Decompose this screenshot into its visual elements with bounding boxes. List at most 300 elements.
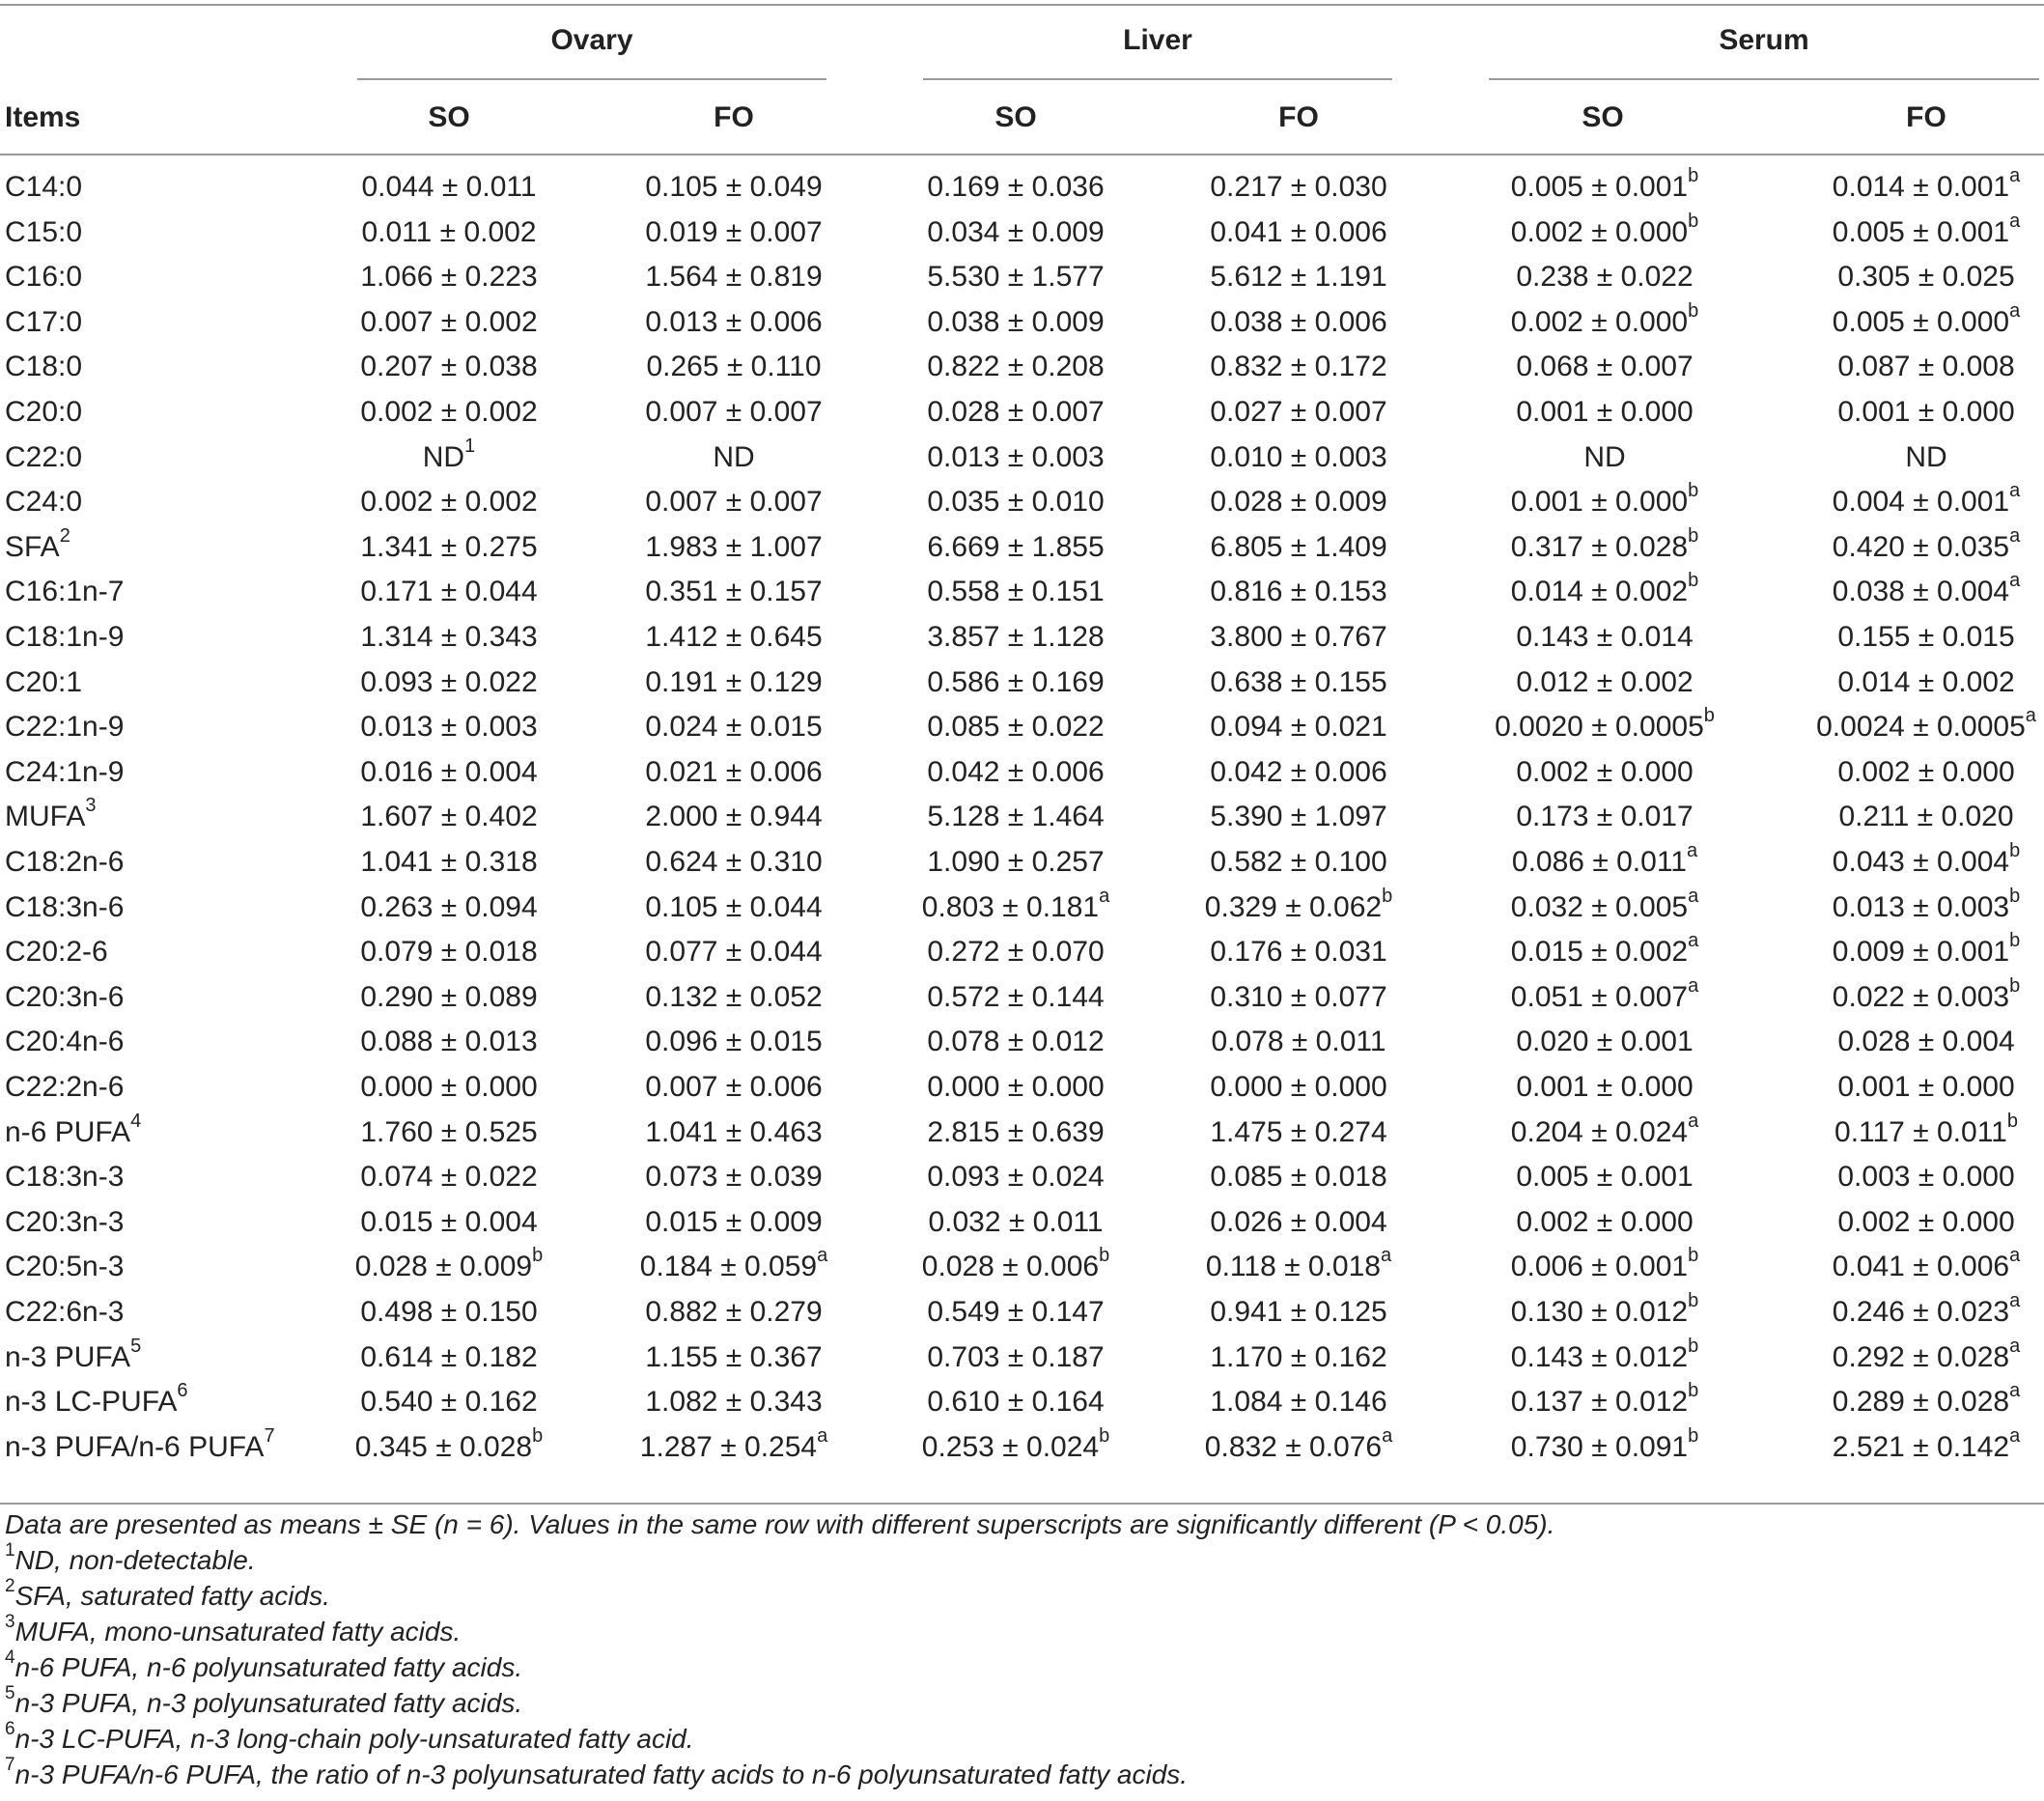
cell-value: 0.305 ± 0.025 — [1837, 261, 2015, 294]
table-cell — [1125, 300, 1472, 345]
cell-value: 5.128 ± 1.464 — [927, 801, 1105, 833]
footnote — [5, 1646, 2032, 1685]
table-row — [0, 661, 2044, 705]
table-row — [0, 480, 2044, 524]
significance-superscript: b — [1688, 299, 1699, 322]
row-item-text: C18:0 — [5, 351, 83, 383]
table-row — [0, 1155, 2044, 1199]
cell-value: 0.246 ± 0.023 — [1832, 1296, 2010, 1328]
significance-superscript: a — [2009, 1290, 2021, 1311]
cell-value: 0.204 ± 0.024 — [1510, 1115, 1689, 1148]
cell-value: 0.013 ± 0.003 — [360, 711, 538, 744]
cell-value: 0.638 ± 0.155 — [1210, 665, 1387, 698]
row-item-text: C20:4n-6 — [5, 1026, 125, 1058]
cell-value: 0.005 ± 0.001 — [1516, 1161, 1694, 1194]
significance-superscript: 1 — [464, 435, 476, 457]
cell-value: 6.805 ± 1.409 — [1210, 530, 1387, 563]
group-header-serum: Serum — [1719, 24, 1809, 56]
table-cell — [1125, 390, 1472, 435]
cell-value: 0.038 ± 0.004 — [1832, 576, 2010, 608]
cell-value: 0.034 ± 0.009 — [927, 215, 1105, 248]
cell-value: 0.572 ± 0.144 — [927, 980, 1105, 1013]
row-item-text: C20:5n-3 — [5, 1251, 125, 1283]
table-cell — [1431, 1336, 1778, 1380]
significance-superscript: a — [2025, 705, 2036, 727]
cell-value: 0.001 ± 0.000 — [1510, 486, 1689, 519]
cell-value: 0.176 ± 0.031 — [1210, 936, 1387, 969]
significance-superscript: b — [2009, 974, 2021, 997]
table-row — [0, 525, 2044, 570]
row-item-text: C18:2n-6 — [5, 846, 125, 878]
cell-value: 1.341 ± 0.275 — [360, 530, 538, 563]
table-cell — [1752, 1111, 2044, 1155]
row-item-label — [5, 975, 124, 1020]
cell-value: 5.530 ± 1.577 — [927, 261, 1105, 294]
cell-value: 0.498 ± 0.150 — [360, 1296, 538, 1328]
cell-value: 0.014 ± 0.002 — [1510, 576, 1689, 608]
significance-superscript: b — [532, 1424, 544, 1447]
table-cell — [1125, 211, 1472, 255]
significance-superscript: b — [1688, 570, 1699, 592]
cell-value: 2.815 ± 0.639 — [927, 1115, 1105, 1148]
table-cell — [1752, 525, 2044, 570]
table-cell — [1752, 570, 2044, 614]
cell-value: 1.760 ± 0.525 — [360, 1115, 538, 1148]
row-item-text: C20:0 — [5, 396, 83, 428]
cell-value: 1.084 ± 0.146 — [1210, 1386, 1387, 1419]
table-cell — [1125, 1200, 1472, 1245]
footnote-marker: 6 — [177, 1380, 188, 1402]
significance-superscript: a — [1686, 840, 1698, 861]
table-cell — [1125, 525, 1472, 570]
cell-value: 1.066 ± 0.223 — [360, 261, 538, 294]
cell-value: 0.0020 ± 0.0005 — [1495, 711, 1704, 744]
table-row — [0, 1290, 2044, 1335]
cell-value: 0.191 ± 0.129 — [645, 665, 823, 698]
table-row — [0, 1065, 2044, 1110]
table-cell — [1125, 1245, 1472, 1289]
table-cell — [1752, 255, 2044, 299]
table-cell — [1125, 705, 1472, 749]
cell-value: 0.155 ± 0.015 — [1837, 621, 2015, 653]
cell-value: 0.013 ± 0.003 — [927, 440, 1105, 473]
significance-superscript: b — [1688, 1335, 1699, 1357]
cell-value: 0.105 ± 0.049 — [645, 171, 823, 203]
row-item-text: C17:0 — [5, 305, 83, 338]
cell-value: 0.078 ± 0.012 — [927, 1026, 1105, 1058]
table-cell — [1431, 661, 1778, 705]
cell-value: 1.170 ± 0.162 — [1210, 1340, 1387, 1373]
cell-value: 0.803 ± 0.181 — [921, 890, 1100, 923]
significance-superscript: b — [1688, 1245, 1699, 1267]
table-cell — [1752, 436, 2044, 480]
significance-superscript: a — [817, 1245, 828, 1267]
table-row — [0, 615, 2044, 660]
table-cell — [1431, 930, 1778, 974]
cell-value: 1.287 ± 0.254 — [639, 1430, 818, 1463]
cell-value: 0.013 ± 0.006 — [645, 305, 823, 338]
cell-value: 0.028 ± 0.007 — [927, 396, 1105, 428]
significance-superscript: a — [1688, 930, 1699, 952]
cell-value: 0.002 ± 0.000 — [1510, 215, 1689, 248]
cell-value: 0.003 ± 0.000 — [1837, 1161, 2015, 1194]
cell-value: 0.027 ± 0.007 — [1210, 396, 1387, 428]
table-cell — [1752, 1380, 2044, 1424]
table-row — [0, 1020, 2044, 1064]
table-cell — [1431, 345, 1778, 389]
cell-value: 0.035 ± 0.010 — [927, 486, 1105, 519]
row-item-label — [5, 390, 82, 435]
row-item-label — [5, 1200, 124, 1245]
table-cell — [1431, 615, 1778, 660]
table-row — [0, 1111, 2044, 1155]
table-cell — [1125, 615, 1472, 660]
cell-value: 0.096 ± 0.015 — [645, 1026, 823, 1058]
table-cell — [1431, 436, 1778, 480]
cell-value: 0.032 ± 0.005 — [1510, 890, 1689, 923]
table-cell — [1752, 390, 2044, 435]
significance-superscript: a — [817, 1424, 828, 1447]
significance-superscript: a — [1688, 885, 1699, 907]
table-row — [0, 345, 2044, 389]
table-cell — [1752, 750, 2044, 795]
cell-value: 0.211 ± 0.020 — [1838, 801, 2014, 833]
row-item-text: C18:1n-9 — [5, 621, 125, 653]
cell-value: 0.351 ± 0.157 — [645, 576, 823, 608]
significance-superscript: b — [1703, 705, 1715, 727]
table-row — [0, 705, 2044, 749]
table-cell — [1125, 165, 1472, 210]
row-item-label — [5, 615, 124, 660]
table-cell — [1125, 930, 1472, 974]
cell-value: 0.009 ± 0.001 — [1832, 936, 2010, 969]
table-cell — [1752, 1020, 2044, 1064]
cell-value: 0.420 ± 0.035 — [1832, 530, 2010, 563]
cell-value: 0.184 ± 0.059 — [639, 1251, 818, 1283]
significance-superscript: a — [2009, 480, 2021, 502]
row-item-label — [5, 211, 82, 255]
table-cell — [1752, 975, 2044, 1020]
footnote-number: 3 — [5, 1611, 15, 1632]
table-cell — [1125, 975, 1472, 1020]
table-cell — [1752, 300, 2044, 345]
row-item-text: C22:6n-3 — [5, 1296, 125, 1328]
cell-value: 0.832 ± 0.172 — [1210, 351, 1387, 383]
cell-value: 0.000 ± 0.000 — [360, 1071, 538, 1103]
row-item-text: n-3 PUFA — [5, 1340, 131, 1373]
table-cell — [1431, 300, 1778, 345]
cell-value: 0.011 ± 0.002 — [361, 215, 537, 248]
table-cell — [1752, 165, 2044, 210]
cell-value: 5.612 ± 1.191 — [1210, 261, 1387, 294]
cell-value: 2.000 ± 0.944 — [645, 801, 823, 833]
footnote — [5, 1611, 2032, 1649]
table-cell — [1125, 1155, 1472, 1199]
cell-value: 0.021 ± 0.006 — [645, 755, 823, 788]
cell-value: 0.028 ± 0.006 — [921, 1251, 1100, 1283]
cell-value: 1.082 ± 0.343 — [645, 1386, 823, 1419]
cell-value: 0.217 ± 0.030 — [1210, 171, 1387, 203]
footnote — [5, 1754, 2032, 1792]
cell-value: 0.292 ± 0.028 — [1832, 1340, 2010, 1373]
cell-value: 0.610 ± 0.164 — [927, 1386, 1105, 1419]
cell-value: 0.007 ± 0.002 — [360, 305, 538, 338]
significance-superscript: a — [2009, 570, 2021, 592]
table-cell — [1431, 255, 1778, 299]
cell-value: 0.143 ± 0.014 — [1516, 621, 1694, 653]
group-header-ovary: Ovary — [550, 24, 633, 56]
row-item-text: C16:0 — [5, 261, 83, 294]
cell-value: 0.002 ± 0.000 — [1516, 1205, 1694, 1238]
cell-value: 1.155 ± 0.367 — [645, 1340, 823, 1373]
cell-value: 0.117 ± 0.011 — [1834, 1115, 2007, 1148]
cell-value: 0.015 ± 0.004 — [360, 1205, 538, 1238]
cell-value: 1.041 ± 0.318 — [360, 846, 538, 878]
cell-value: ND — [422, 440, 465, 473]
cell-value: 0.085 ± 0.022 — [927, 711, 1105, 744]
significance-superscript: a — [1688, 974, 1699, 997]
row-item-label — [5, 886, 124, 930]
cell-value: 1.412 ± 0.645 — [645, 621, 823, 653]
footnote-text: n-6 PUFA, n-6 polyunsaturated fatty acids. — [14, 1652, 523, 1682]
table-cell — [1431, 975, 1778, 1020]
table-cell — [1752, 480, 2044, 524]
row-item-label — [5, 930, 108, 974]
table-cell — [1431, 750, 1778, 795]
cell-value: 0.002 ± 0.002 — [360, 396, 538, 428]
table-cell — [1752, 1200, 2044, 1245]
cell-value: 0.032 ± 0.011 — [928, 1205, 1104, 1238]
cell-value: 0.002 ± 0.000 — [1837, 1205, 2015, 1238]
cell-value: ND — [1583, 440, 1626, 473]
cell-value: 0.253 ± 0.024 — [921, 1430, 1100, 1463]
footnote-text: n-3 PUFA, n-3 polyunsaturated fatty acids. — [14, 1688, 523, 1718]
cell-value: 1.041 ± 0.463 — [645, 1115, 823, 1148]
cell-value: 0.118 ± 0.018 — [1205, 1251, 1381, 1283]
footnote-text: MUFA, mono-unsaturated fatty acids. — [14, 1617, 462, 1646]
footnote — [5, 1718, 2032, 1757]
table-cell — [1752, 1425, 2044, 1470]
cell-value: 0.002 ± 0.002 — [360, 486, 538, 519]
table-cell — [1125, 480, 1472, 524]
cell-value: 0.026 ± 0.004 — [1210, 1205, 1387, 1238]
cell-value: 0.207 ± 0.038 — [360, 351, 538, 383]
table-row — [0, 795, 2044, 839]
significance-superscript: a — [2009, 524, 2021, 547]
cell-value: 5.390 ± 1.097 — [1210, 801, 1387, 833]
table-cell — [1752, 1065, 2044, 1110]
significance-superscript: a — [1380, 1245, 1392, 1267]
cell-value: 0.238 ± 0.022 — [1516, 261, 1694, 294]
cell-value: 2.521 ± 0.142 — [1832, 1430, 2010, 1463]
cell-value: 0.019 ± 0.007 — [645, 215, 823, 248]
table-row — [0, 1245, 2044, 1289]
cell-value: ND — [1905, 440, 1947, 473]
cell-value: 0.001 ± 0.000 — [1837, 1071, 2015, 1103]
table-row — [0, 570, 2044, 614]
cell-value: 0.329 ± 0.062 — [1204, 890, 1383, 923]
table-row — [0, 930, 2044, 974]
cell-value: 0.014 ± 0.002 — [1837, 665, 2015, 698]
cell-value: 0.169 ± 0.036 — [927, 171, 1105, 203]
footnote-text: n-3 LC-PUFA, n-3 long-chain poly-unsaturated fatty acid. — [14, 1724, 694, 1754]
cell-value: 0.000 ± 0.000 — [1210, 1071, 1387, 1103]
cell-value: 0.038 ± 0.006 — [1210, 305, 1387, 338]
cell-value: 0.000 ± 0.000 — [927, 1071, 1105, 1103]
table-cell — [1431, 165, 1778, 210]
row-item-text: C15:0 — [5, 215, 83, 248]
table-cell — [1752, 886, 2044, 930]
table-cell — [1125, 661, 1472, 705]
table-row — [0, 1336, 2044, 1380]
significance-superscript: b — [1688, 1380, 1699, 1402]
cell-value: 0.068 ± 0.007 — [1516, 351, 1694, 383]
cell-value: 0.272 ± 0.070 — [927, 936, 1105, 969]
table-row — [0, 211, 2044, 255]
footnote-marker: 7 — [264, 1424, 275, 1447]
table-cell — [1431, 570, 1778, 614]
row-item-text: C20:3n-6 — [5, 980, 125, 1013]
significance-superscript: b — [1099, 1424, 1110, 1447]
significance-superscript: b — [2009, 930, 2021, 952]
table-cell — [1752, 615, 2044, 660]
significance-superscript: b — [1688, 1290, 1699, 1311]
row-item-text: n-6 PUFA — [5, 1115, 131, 1148]
row-item-text: C22:1n-9 — [5, 711, 125, 744]
footnote-text: ND, non-detectable. — [14, 1545, 256, 1575]
cell-value: 0.173 ± 0.017 — [1516, 801, 1694, 833]
table-cell — [1431, 1020, 1778, 1064]
significance-superscript: b — [2009, 840, 2021, 861]
table-cell — [1752, 211, 2044, 255]
cell-value: 0.077 ± 0.044 — [645, 936, 823, 969]
row-item-label — [5, 436, 82, 480]
table-cell — [1752, 1290, 2044, 1335]
row-item-text: MUFA — [5, 801, 86, 833]
cell-value: 0.007 ± 0.007 — [645, 396, 823, 428]
table-cell — [1125, 1020, 1472, 1064]
cell-value: 0.038 ± 0.009 — [927, 305, 1105, 338]
cell-value: 0.624 ± 0.310 — [645, 846, 823, 878]
significance-superscript: a — [2009, 1245, 2021, 1267]
table-cell — [1431, 886, 1778, 930]
table-cell — [1431, 1155, 1778, 1199]
significance-superscript: a — [1688, 1110, 1699, 1132]
cell-value: 0.005 ± 0.000 — [1832, 305, 2010, 338]
table-cell — [1752, 840, 2044, 885]
table-cell — [1431, 1290, 1778, 1335]
row-item-text: C18:3n-3 — [5, 1161, 125, 1194]
significance-superscript: a — [2009, 1424, 2021, 1447]
table-cell — [1125, 436, 1472, 480]
cell-value: 0.086 ± 0.011 — [1511, 846, 1687, 878]
footnote-number: 6 — [5, 1718, 15, 1739]
cell-value: 0.007 ± 0.007 — [645, 486, 823, 519]
table-cell — [1752, 930, 2044, 974]
cell-value: 0.012 ± 0.002 — [1516, 665, 1694, 698]
cell-value: 0.074 ± 0.022 — [360, 1161, 538, 1194]
cell-value: ND — [713, 440, 755, 473]
row-item-label — [5, 1290, 124, 1335]
table-cell — [1431, 795, 1778, 839]
table-row — [0, 390, 2044, 435]
table-cell — [1125, 1336, 1472, 1380]
table-cell — [1431, 1245, 1778, 1289]
significance-superscript: b — [1382, 885, 1393, 907]
table-row — [0, 1425, 2044, 1470]
footnote-text: Data are presented as means ± SE (n = 6). Values in the same row with different superscripts are significantly different (P < 0.05). — [5, 1509, 1555, 1539]
table-cell — [1431, 1065, 1778, 1110]
table-row — [0, 750, 2044, 795]
cell-value: 0.093 ± 0.022 — [360, 665, 538, 698]
table-cell — [1431, 211, 1778, 255]
cell-value: 1.983 ± 1.007 — [645, 530, 823, 563]
significance-superscript: b — [1688, 480, 1699, 502]
significance-superscript: b — [532, 1245, 544, 1267]
cell-value: 1.090 ± 0.257 — [927, 846, 1105, 878]
row-item-text: C20:3n-3 — [5, 1205, 125, 1238]
cell-value: 0.010 ± 0.003 — [1210, 440, 1387, 473]
cell-value: 0.044 ± 0.011 — [361, 171, 537, 203]
cell-value: 0.043 ± 0.004 — [1832, 846, 2010, 878]
footnote-number: 5 — [5, 1682, 15, 1703]
column-header-ovary-fo: FO — [714, 101, 754, 133]
row-item-label — [5, 795, 96, 839]
cell-value: 0.087 ± 0.008 — [1837, 351, 2015, 383]
cell-value: 0.586 ± 0.169 — [927, 665, 1105, 698]
cell-value: 0.073 ± 0.039 — [645, 1161, 823, 1194]
table-row — [0, 1200, 2044, 1245]
row-item-text: C24:1n-9 — [5, 755, 125, 788]
cell-value: 0.001 ± 0.000 — [1837, 396, 2015, 428]
row-item-label — [5, 480, 82, 524]
table-row — [0, 975, 2044, 1020]
row-item-text: C22:2n-6 — [5, 1071, 125, 1103]
table-cell — [1125, 1065, 1472, 1110]
cell-value: 0.540 ± 0.162 — [360, 1386, 538, 1419]
footnote-text: SFA, saturated fatty acids. — [14, 1581, 330, 1611]
row-item-label — [5, 1065, 124, 1110]
cell-value: 0.0024 ± 0.0005 — [1816, 711, 2026, 744]
significance-superscript: b — [1099, 1245, 1110, 1267]
row-item-text: C18:3n-6 — [5, 890, 125, 923]
cell-value: 0.558 ± 0.151 — [927, 576, 1105, 608]
cell-value: 0.006 ± 0.001 — [1510, 1251, 1689, 1283]
row-item-label — [5, 1245, 124, 1289]
table-cell — [1431, 480, 1778, 524]
cell-value: 0.002 ± 0.000 — [1510, 305, 1689, 338]
cell-value: 0.310 ± 0.077 — [1210, 980, 1387, 1013]
significance-superscript: b — [2006, 1110, 2018, 1132]
cell-value: 0.005 ± 0.001 — [1832, 215, 2010, 248]
row-item-text: C22:0 — [5, 440, 83, 473]
column-header-ovary-so: SO — [428, 101, 470, 133]
row-item-label — [5, 1425, 275, 1470]
table-cell — [1752, 661, 2044, 705]
row-item-label — [5, 1336, 141, 1380]
footnote-marker: 2 — [59, 524, 70, 547]
row-item-label — [5, 1020, 124, 1064]
cell-value: 0.022 ± 0.003 — [1832, 980, 2010, 1013]
table-cell — [1125, 345, 1472, 389]
cell-value: 0.004 ± 0.001 — [1832, 486, 2010, 519]
footnote-marker: 4 — [130, 1110, 142, 1132]
significance-superscript: a — [2009, 1380, 2021, 1402]
cell-value: 0.549 ± 0.147 — [927, 1296, 1105, 1328]
cell-value: 0.085 ± 0.018 — [1210, 1161, 1387, 1194]
row-item-label — [5, 705, 124, 749]
footnote-marker: 3 — [85, 795, 97, 817]
